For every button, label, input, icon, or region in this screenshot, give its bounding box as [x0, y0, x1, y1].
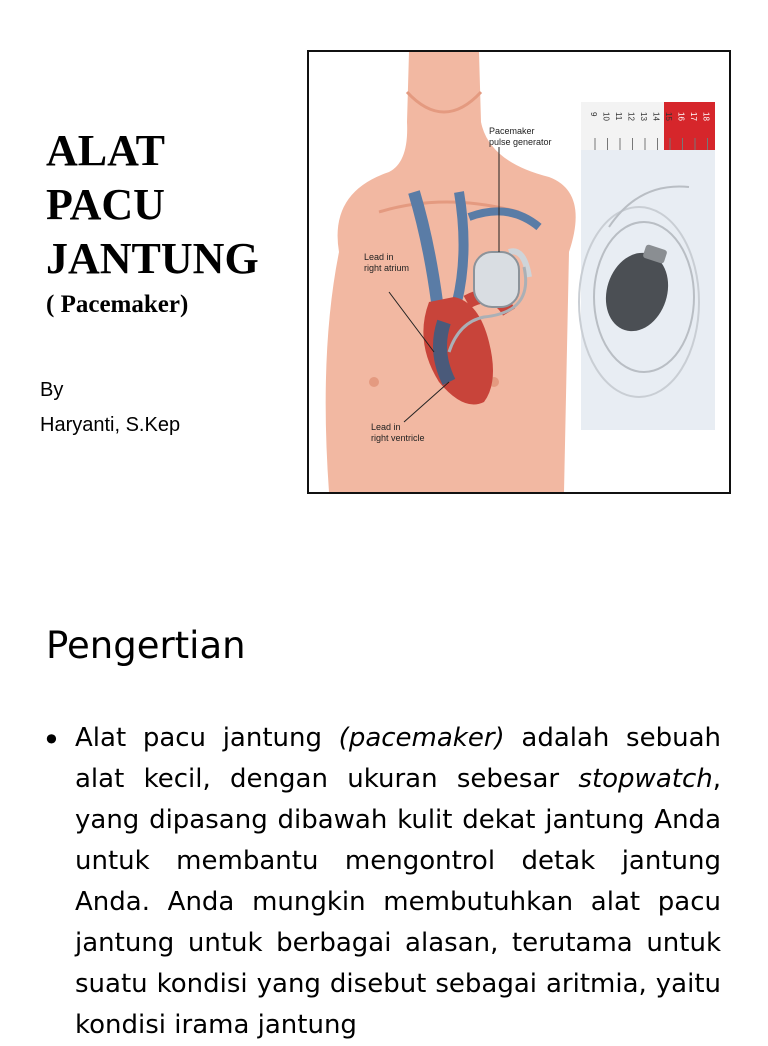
title-line-2: PACU [46, 180, 165, 229]
label-atrium-line-1: Lead in [364, 252, 394, 262]
ruler-number: 13 [639, 112, 648, 121]
pacemaker-illustration [307, 50, 731, 494]
label-atrium-line-2: right atrium [364, 263, 410, 273]
section-heading: Pengertian [46, 624, 246, 667]
ruler-number: 16 [676, 112, 686, 121]
bullet-marker: • [42, 721, 61, 759]
ruler-number: 9 [589, 112, 598, 117]
slide-title [46, 124, 259, 286]
label-generator-line-2: pulse generator [489, 137, 552, 147]
paragraph-term-pacemaker: (pacemaker) [338, 723, 505, 753]
slide-subtitle: ( Pacemaker) [46, 291, 189, 318]
definition-paragraph [75, 718, 721, 1046]
ruler-number: 17 [689, 112, 698, 121]
author-block [40, 373, 180, 443]
paragraph-text-3: , yang dipasang dibawah kulit dekat jantung Anda untuk membantu mengontrol detak jantung Anda. Anda mungkin membutuhkan alat pacu jantung untuk berbagai alasan, terutama untuk suatu kondisi yang disebut sebagai aritmia, yaitu kondisi irama jantung [75, 764, 721, 1040]
label-generator-line-1: Pacemaker [489, 126, 535, 136]
ruler-number: 12 [626, 112, 636, 121]
paragraph-text-1: Alat pacu jantung [75, 723, 339, 753]
ruler-number: 18 [701, 112, 711, 121]
title-line-1: ALAT [46, 126, 165, 175]
title-line-3: JANTUNG [46, 234, 259, 283]
ruler-number: 11 [614, 112, 623, 121]
label-ventricle-line-1: Lead in [371, 422, 401, 432]
ruler-number: 14 [651, 112, 661, 121]
label-ventricle-line-2: right ventricle [371, 433, 425, 443]
author-prefix: By [40, 379, 64, 401]
definition-slide [0, 576, 768, 1040]
paragraph-term-stopwatch: stopwatch [578, 764, 713, 794]
ruler-number: 15 [664, 112, 673, 121]
pacemaker-illustration-svg [309, 52, 729, 492]
device-photo [579, 102, 715, 430]
paragraph-text-2: adalah sebuah alat kecil, dengan ukuran sebesar [75, 723, 721, 794]
author-name: Haryanti, S.Kep [40, 414, 181, 436]
ruler-number: 10 [601, 112, 611, 121]
